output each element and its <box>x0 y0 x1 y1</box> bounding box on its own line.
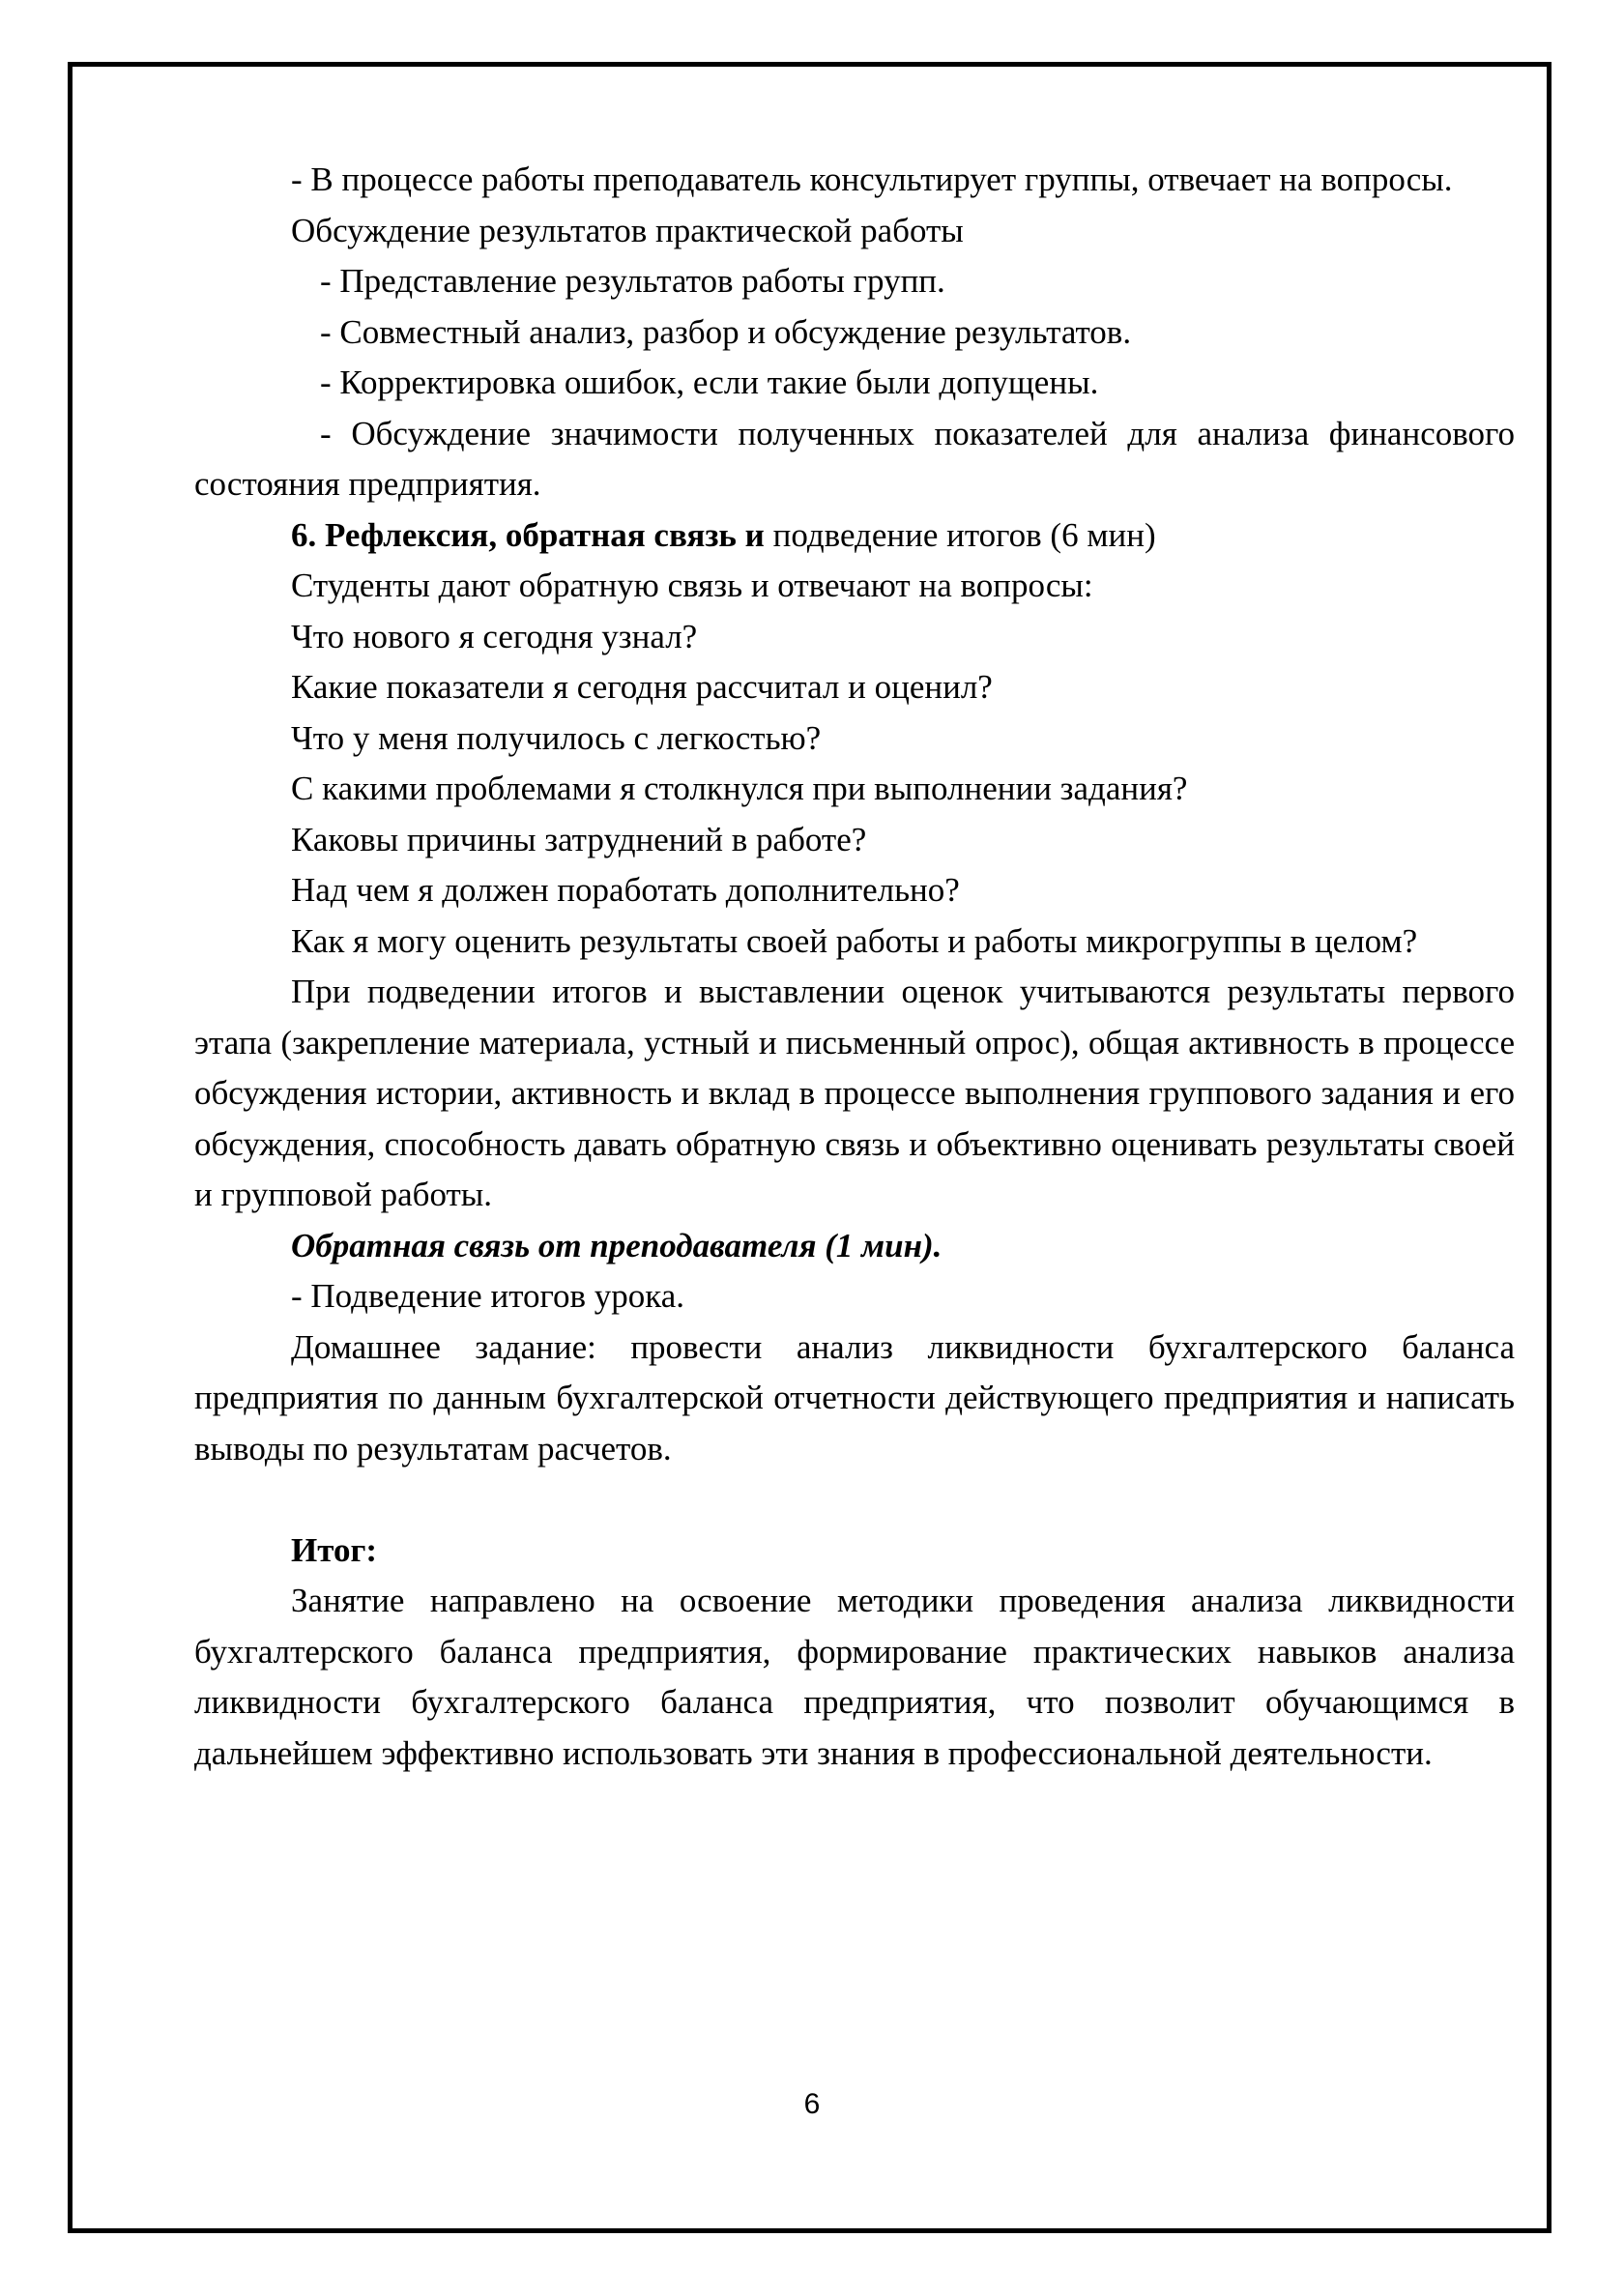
paragraph-feedback-intro: Студенты дают обратную связь и отвечают на вопросы: <box>291 567 1093 604</box>
list-item-summary: - Подведение итогов урока. <box>291 1277 685 1315</box>
paragraph-conclusion: Занятие направлено на освоение методики проведения анализа ликвидности бухгалтерского баланса предприятия, формирование практических навыков анализа ликвидности бухгалтерского баланса предприятия, что позволит обучающимся в дальнейшем эффективно использовать эти знания в профессиональной деятельности. <box>194 1582 1515 1772</box>
list-item-presentation: - Представление результатов работы групп. <box>320 262 945 300</box>
list-item-error-correction: - Корректировка ошибок, если такие были допущены. <box>320 363 1099 401</box>
section-heading-rest: подведение итогов (6 мин) <box>764 515 1156 554</box>
page-number: 6 <box>803 2088 821 2120</box>
paragraph-discussion-heading: Обсуждение результатов практической работы <box>291 211 964 249</box>
question-item: Что нового я сегодня узнал? <box>291 617 698 655</box>
section-heading-reflection <box>194 510 1515 562</box>
question-item: С какими проблемами я столкнулся при выполнении задания? <box>291 770 1188 807</box>
paragraph-assessment: При подведении итогов и выставлении оценок учитываются результаты первого этапа (закрепление материала, устный и письменный опрос), общая активность в процессе обсуждения истории, активность и вклад в процессе выполнения группового задания и его обсуждения, способность давать обратную связь и объективно оценивать результаты своей и групповой работы. <box>194 973 1515 1213</box>
section-heading-bold: 6. Рефлексия, обратная связь и <box>291 515 765 554</box>
heading-teacher-feedback: Обратная связь от преподавателя (1 мин). <box>291 1226 942 1264</box>
paragraph-homework: Домашнее задание: провести анализ ликвидности бухгалтерского баланса предприятия по данным бухгалтерской отчетности действующего предприятия и написать выводы по результатам расчетов. <box>194 1327 1515 1468</box>
question-item: Какие показатели я сегодня рассчитал и оценил? <box>291 668 993 706</box>
document-body <box>194 155 1515 1779</box>
question-item: Как я могу оценить результаты своей работы и работы микрогруппы в целом? <box>291 921 1418 960</box>
question-item: Что у меня получилось с легкостью? <box>291 718 822 757</box>
question-item: Над чем я должен поработать дополнительно? <box>291 871 960 909</box>
paragraph-consulting: - В процессе работы преподаватель консультирует группы, отвечает на вопросы. <box>291 160 1453 198</box>
question-item: Каковы причины затруднений в работе? <box>291 820 867 858</box>
blank-line <box>194 1474 1515 1526</box>
list-item-joint-analysis: - Совместный анализ, разбор и обсуждение результатов. <box>320 312 1132 351</box>
heading-result: Итог: <box>291 1530 378 1569</box>
list-item-significance: - Обсуждение значимости полученных показателей для анализа финансового состояния предприятия. <box>194 414 1515 503</box>
